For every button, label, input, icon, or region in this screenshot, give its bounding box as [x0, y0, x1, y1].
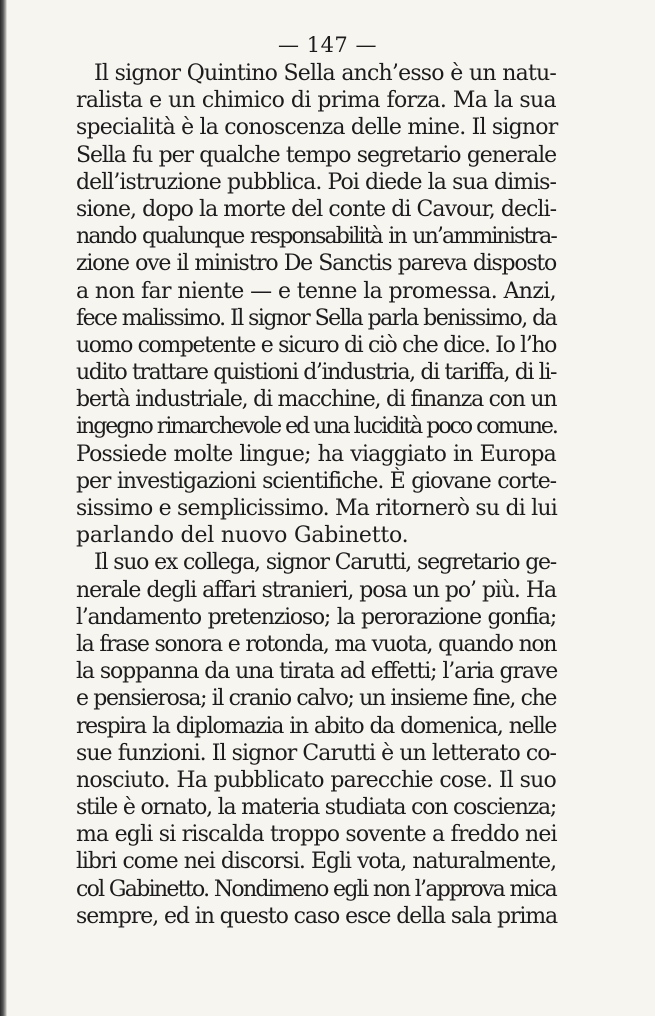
text-line: Il signor Quintino Sella anch’esso è un natu- — [94, 61, 556, 86]
text-line: ma egli si riscalda troppo sovente a freddo nei — [76, 822, 557, 848]
text-line: specialità è la conoscenza delle mine. Il signor — [76, 115, 558, 141]
page-number: — 147 — — [278, 33, 377, 57]
text-line: bertà industriale, di macchine, di finanza con un — [76, 387, 557, 413]
text-line: per investigazioni scientifiche. È giovane corte- — [76, 468, 556, 494]
binding-edge — [0, 0, 7, 1016]
text-line: Sella fu per qualche tempo segretario generale — [76, 142, 556, 168]
text-line: sempre, ed in questo caso esce della sala prima — [76, 903, 558, 929]
text-line: ingegno rimarchevole ed una lucidità poco comune. — [76, 414, 557, 440]
text-line: uomo competente e sicuro di ciò che dice. Io l’ho — [76, 332, 556, 358]
text-line: a non far niente — e tenne la promessa. Anzi, — [76, 278, 556, 304]
text-line: sissimo e semplicissimo. Ma ritornerò su di lui — [76, 496, 558, 521]
text-line: la frase sonora e rotonda, ma vuota, quando non — [76, 631, 556, 657]
text-line: sue funzioni. Il signor Carutti è un letterato co- — [76, 740, 556, 766]
text-line: stile è ornato, la materia studiata con coscienza; — [76, 795, 556, 821]
text-line: zione ove il ministro De Sanctis pareva disposto — [76, 251, 556, 277]
text-line: la soppanna da una tirata ad effetti; l’aria grave — [76, 659, 558, 685]
text-line: nando qualunque responsabilità in un’amministra- — [76, 224, 556, 250]
text-line: sione, dopo la morte del conte di Cavour, decli- — [76, 196, 557, 222]
text-line: l’andamento pretenzioso; la perorazione gonfia; — [76, 604, 556, 630]
text-line: dell’istruzione pubblica. Poi diede la sua dimis- — [76, 169, 556, 195]
text-line: fece malissimo. Il signor Sella parla benissimo, da — [76, 305, 557, 331]
text-line: col Gabinetto. Nondimeno egli non l’approva mica — [76, 876, 556, 902]
body-text — [76, 60, 556, 930]
text-line: respira la diplomazia in abito da domenica, nelle — [76, 713, 556, 739]
text-line: Il suo ex collega, signor Carutti, segretario ge- — [94, 550, 556, 576]
text-line: parlando del nuovo Gabinetto. — [76, 523, 409, 549]
text-line: nosciuto. Ha pubblicato parecchie cose. Il suo — [76, 767, 556, 793]
text-line: nerale degli affari stranieri, posa un po’ più. Ha — [76, 577, 556, 603]
text-line: Possiede molte lingue; ha viaggiato in Europa — [76, 441, 556, 467]
text-line: e pensierosa; il cranio calvo; un insieme fine, che — [76, 686, 556, 712]
text-line: udito trattare quistioni d’industria, di tariffa, di li- — [76, 360, 556, 386]
text-line: libri come nei discorsi. Egli vota, naturalmente, — [76, 849, 556, 875]
text-line: ralista e un chimico di prima forza. Ma la sua — [76, 88, 556, 114]
